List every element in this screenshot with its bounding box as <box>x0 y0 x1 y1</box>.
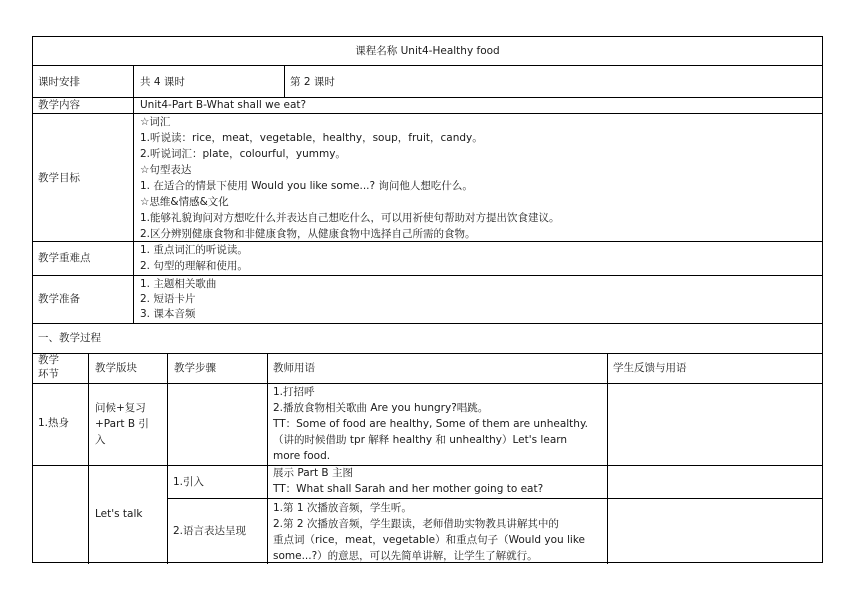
warmup-teacher-line: more food. <box>273 450 331 462</box>
talk-step2-line: 重点词（rice，meat，vegetable）和重点句子（Would you like <box>273 534 585 546</box>
objective-line: ☆思维&情感&文化 <box>140 196 229 208</box>
objective-line: ☆句型表达 <box>140 164 192 176</box>
header-stage-line2: 环节 <box>38 368 59 380</box>
col-divider <box>133 65 134 323</box>
row-divider <box>33 113 822 114</box>
col-divider <box>607 353 608 564</box>
talk-module: Let's talk <box>95 508 143 520</box>
warmup-teacher-line: （讲的时候借助 tpr 解释 healthy 和 unhealthy）Let's learn <box>273 434 568 446</box>
warmup-module-line: 入 <box>95 434 106 446</box>
warmup-teacher-line: 2.播放食物相关歌曲 Are you hungry?唱跳。 <box>273 402 489 414</box>
key-point-line: 2. 句型的理解和使用。 <box>140 260 248 272</box>
process-heading: 一、教学过程 <box>38 332 101 344</box>
col-divider <box>167 353 168 564</box>
objective-line: 2.区分辨别健康食物和非健康食物，从健康食物中选择自己所需的食物。 <box>140 228 476 240</box>
objective-line: 1.听说读：rice，meat，vegetable，healthy，soup，fruit，candy。 <box>140 132 483 144</box>
row-divider <box>33 383 822 384</box>
schedule-current: 第 2 课时 <box>290 76 335 88</box>
talk-step1-line: 展示 Part B 主图 <box>273 467 353 479</box>
warmup-module-line: 问候+复习 <box>95 402 146 414</box>
lesson-plan-table <box>32 36 823 563</box>
preparation-line: 1. 主题相关歌曲 <box>140 278 217 290</box>
schedule-total: 共 4 课时 <box>140 76 185 88</box>
talk-step2-line: 1.第 1 次播放音频，学生听。 <box>273 502 412 514</box>
key-points-label: 教学重难点 <box>38 252 91 264</box>
col-divider <box>267 353 268 564</box>
col-divider <box>88 353 89 564</box>
talk-step2-line: some...?）的意思，可以先简单讲解，让学生了解就行。 <box>273 550 538 562</box>
objective-line: ☆词汇 <box>140 116 171 128</box>
warmup-module-line: +Part B 引 <box>95 418 149 430</box>
warmup-teacher-line: 1.打招呼 <box>273 386 315 398</box>
objective-line: 1. 在适合的情景下使用 Would you like some...? 询问他人想吃什么。 <box>140 180 473 192</box>
header-module: 教学版块 <box>95 362 137 374</box>
objective-line: 1.能够礼貌询问对方想吃什么并表达自己想吃什么，可以用祈使句帮助对方提出饮食建议。 <box>140 212 560 224</box>
schedule-label: 课时安排 <box>38 76 80 88</box>
talk-step2: 2.语言表达呈现 <box>173 525 247 537</box>
col-divider <box>284 65 285 97</box>
objectives-label: 教学目标 <box>38 172 80 184</box>
row-divider <box>33 323 822 324</box>
content-label: 教学内容 <box>38 99 80 111</box>
warmup-stage: 1.热身 <box>38 417 70 429</box>
row-divider <box>33 65 822 66</box>
header-steps: 教学步骤 <box>174 362 216 374</box>
preparation-label: 教学准备 <box>38 293 80 305</box>
talk-step1: 1.引入 <box>173 476 205 488</box>
row-divider <box>167 498 822 499</box>
talk-step1-line: TT：What shall Sarah and her mother going to eat? <box>273 483 544 495</box>
warmup-teacher-line: TT：Some of food are healthy, Some of them are unhealthy. <box>273 418 588 430</box>
row-divider <box>33 353 822 354</box>
header-teacher: 教师用语 <box>273 362 315 374</box>
row-divider <box>33 241 822 242</box>
course-title: 课程名称 Unit4-Healthy food <box>355 45 500 57</box>
objective-line: 2.听说词汇：plate，colourful，yummy。 <box>140 148 346 160</box>
header-student: 学生反馈与用语 <box>613 362 687 374</box>
preparation-line: 3. 课本音频 <box>140 308 196 320</box>
header-stage-line1: 教学 <box>38 354 59 366</box>
row-divider <box>33 275 822 276</box>
row-divider <box>33 465 822 466</box>
key-point-line: 1. 重点词汇的听说读。 <box>140 244 248 256</box>
preparation-line: 2. 短语卡片 <box>140 293 196 305</box>
content-value: Unit4-Part B-What shall we eat? <box>140 99 307 111</box>
talk-step2-line: 2.第 2 次播放音频，学生跟读，老师借助实物教具讲解其中的 <box>273 518 559 530</box>
